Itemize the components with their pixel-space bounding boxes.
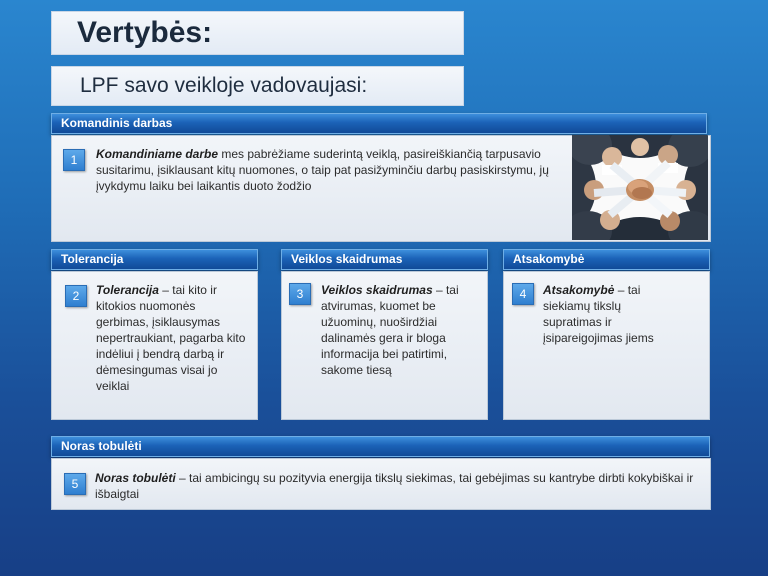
header-noras-tobuleti <box>51 436 710 457</box>
title-box <box>51 11 464 55</box>
subtitle-box <box>51 66 464 106</box>
header-label: Noras tobulėti <box>61 439 142 453</box>
desc-tobuleti: – tai ambicingų su pozityvia energija tikslų siekimas, tai gebėjimas su kantrybe dirbti kokybiškai ir išbaigtai <box>95 471 694 501</box>
desc-komandinis: mes pabrėžiame suderintą veiklą, pasireiškiančią tarpusavio susitarimu, įsiklausant kitų nuomones, o taip pat pasižyminčiu darbų pasiskirstymu, jų įvykdymu laiku bei laikantis duoto žodžio <box>96 147 549 193</box>
number-badge-3: 3 <box>289 283 311 305</box>
teamwork-hands-photo <box>572 135 708 240</box>
text-tolerancija <box>96 282 246 394</box>
desc-skaidrumas: – tai atvirumas, kuomet be užuominų, nuoširdžiai dalinamės gera ir bloga informacija bei patirtimi, sakome tiesą <box>321 283 459 377</box>
term-tobuleti: Noras tobulėti <box>95 471 176 485</box>
number-badge-5: 5 <box>64 473 86 495</box>
header-label: Atsakomybė <box>513 252 585 266</box>
term-skaidrumas: Veiklos skaidrumas <box>321 283 433 297</box>
number-badge-4: 4 <box>512 283 534 305</box>
header-label: Veiklos skaidrumas <box>291 252 403 266</box>
term-atsakomybe: Atsakomybė <box>543 283 615 297</box>
text-atsakomybe <box>543 282 673 346</box>
number-badge-1: 1 <box>63 149 85 171</box>
slide-title: Vertybės: <box>77 16 213 49</box>
header-label: Tolerancija <box>61 252 124 266</box>
text-komandinis-darbas <box>96 146 564 194</box>
header-label: Komandinis darbas <box>61 116 173 130</box>
desc-atsakomybe: – tai siekiamų tikslų supratimas ir įsipareigojimas jiems <box>543 283 654 345</box>
text-noras-tobuleti <box>95 470 695 502</box>
term-komandinis: Komandiniame darbe <box>96 147 219 161</box>
number-badge-2: 2 <box>65 285 87 307</box>
header-tolerancija <box>51 249 258 270</box>
header-komandinis-darbas <box>51 113 707 134</box>
desc-tolerancija: – tai kito ir kitokios nuomonės gerbimas, įsiklausymas nepertraukiant, pagarba kito indėliui į bendrą darbą ir dėmesingumas visai jo veiklai <box>96 283 246 393</box>
slide-subtitle: LPF savo veikloje vadovaujasi: <box>80 74 368 97</box>
header-veiklos-skaidrumas <box>281 249 488 270</box>
term-tolerancija: Tolerancija <box>96 283 159 297</box>
header-atsakomybe <box>503 249 710 270</box>
text-veiklos-skaidrumas <box>321 282 471 378</box>
